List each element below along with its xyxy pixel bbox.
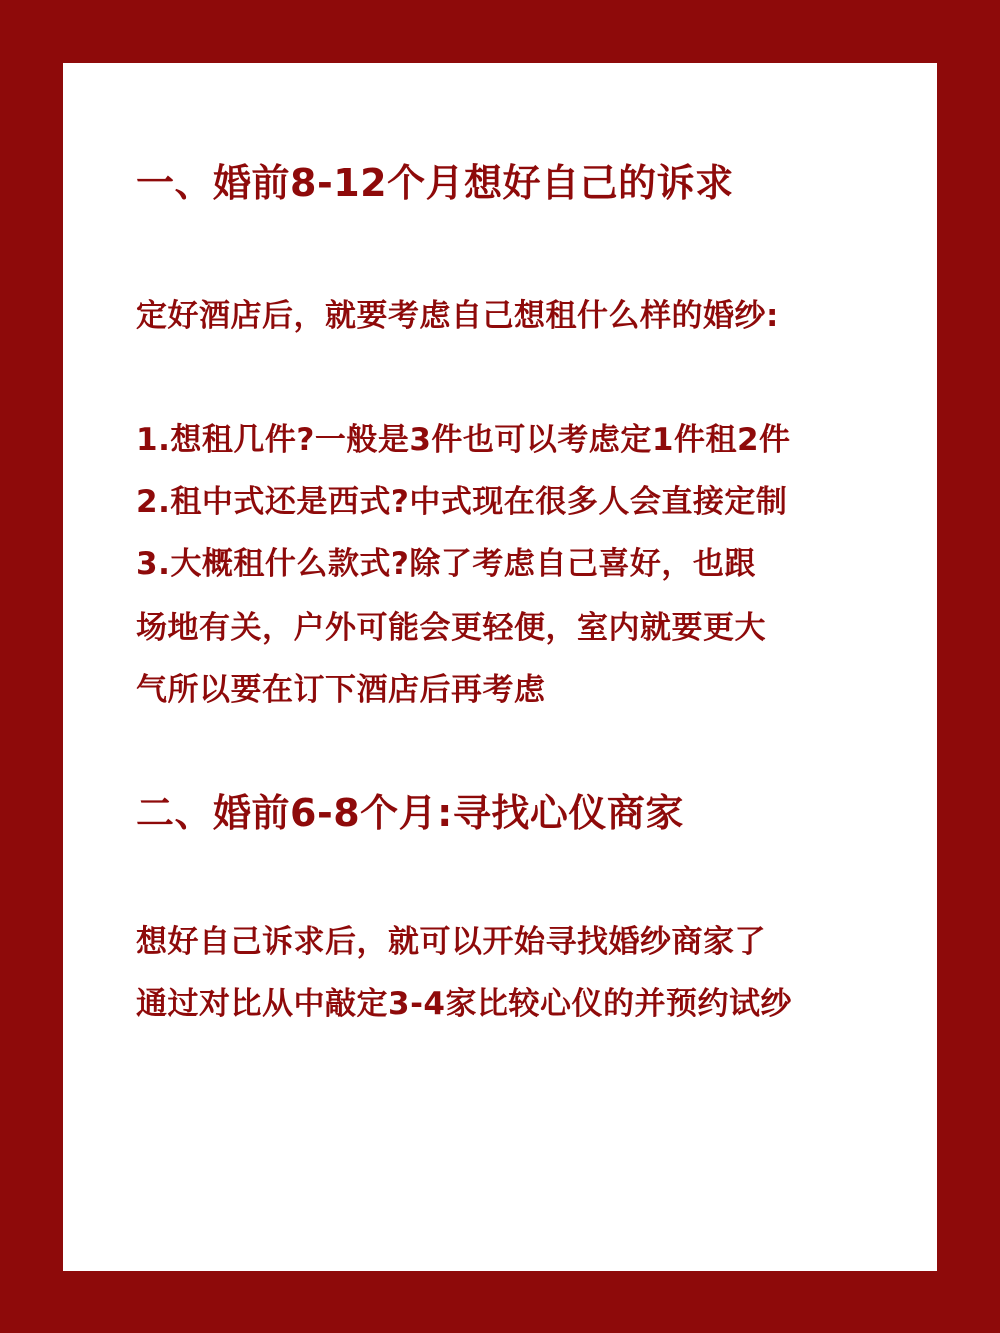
section2-line-2: 通过对比从中敲定3-4家比较心仪的并预约试纱 (136, 986, 793, 1022)
section2-line-1: 想好自己诉求后，就可以开始寻找婚纱商家了 (136, 924, 766, 960)
section1-item-3-line-1: 3.大概租什么款式?除了考虑自己喜好，也跟 (136, 546, 756, 582)
section1-intro: 定好酒店后，就要考虑自己想租什么样的婚纱: (136, 298, 779, 334)
section1-item-2: 2.租中式还是西式?中式现在很多人会直接定制 (136, 484, 788, 520)
section1-item-3-line-2: 场地有关，户外可能会更轻便，室内就要更大 (136, 610, 766, 646)
content-card (63, 63, 937, 1271)
section1-heading: 一、婚前8-12个月想好自己的诉求 (136, 161, 734, 205)
section2-heading: 二、婚前6-8个月:寻找心仪商家 (136, 791, 684, 835)
section1-item-1: 1.想租几件?一般是3件也可以考虑定1件租2件 (136, 422, 791, 458)
section1-item-3-line-3: 气所以要在订下酒店后再考虑 (136, 672, 546, 708)
